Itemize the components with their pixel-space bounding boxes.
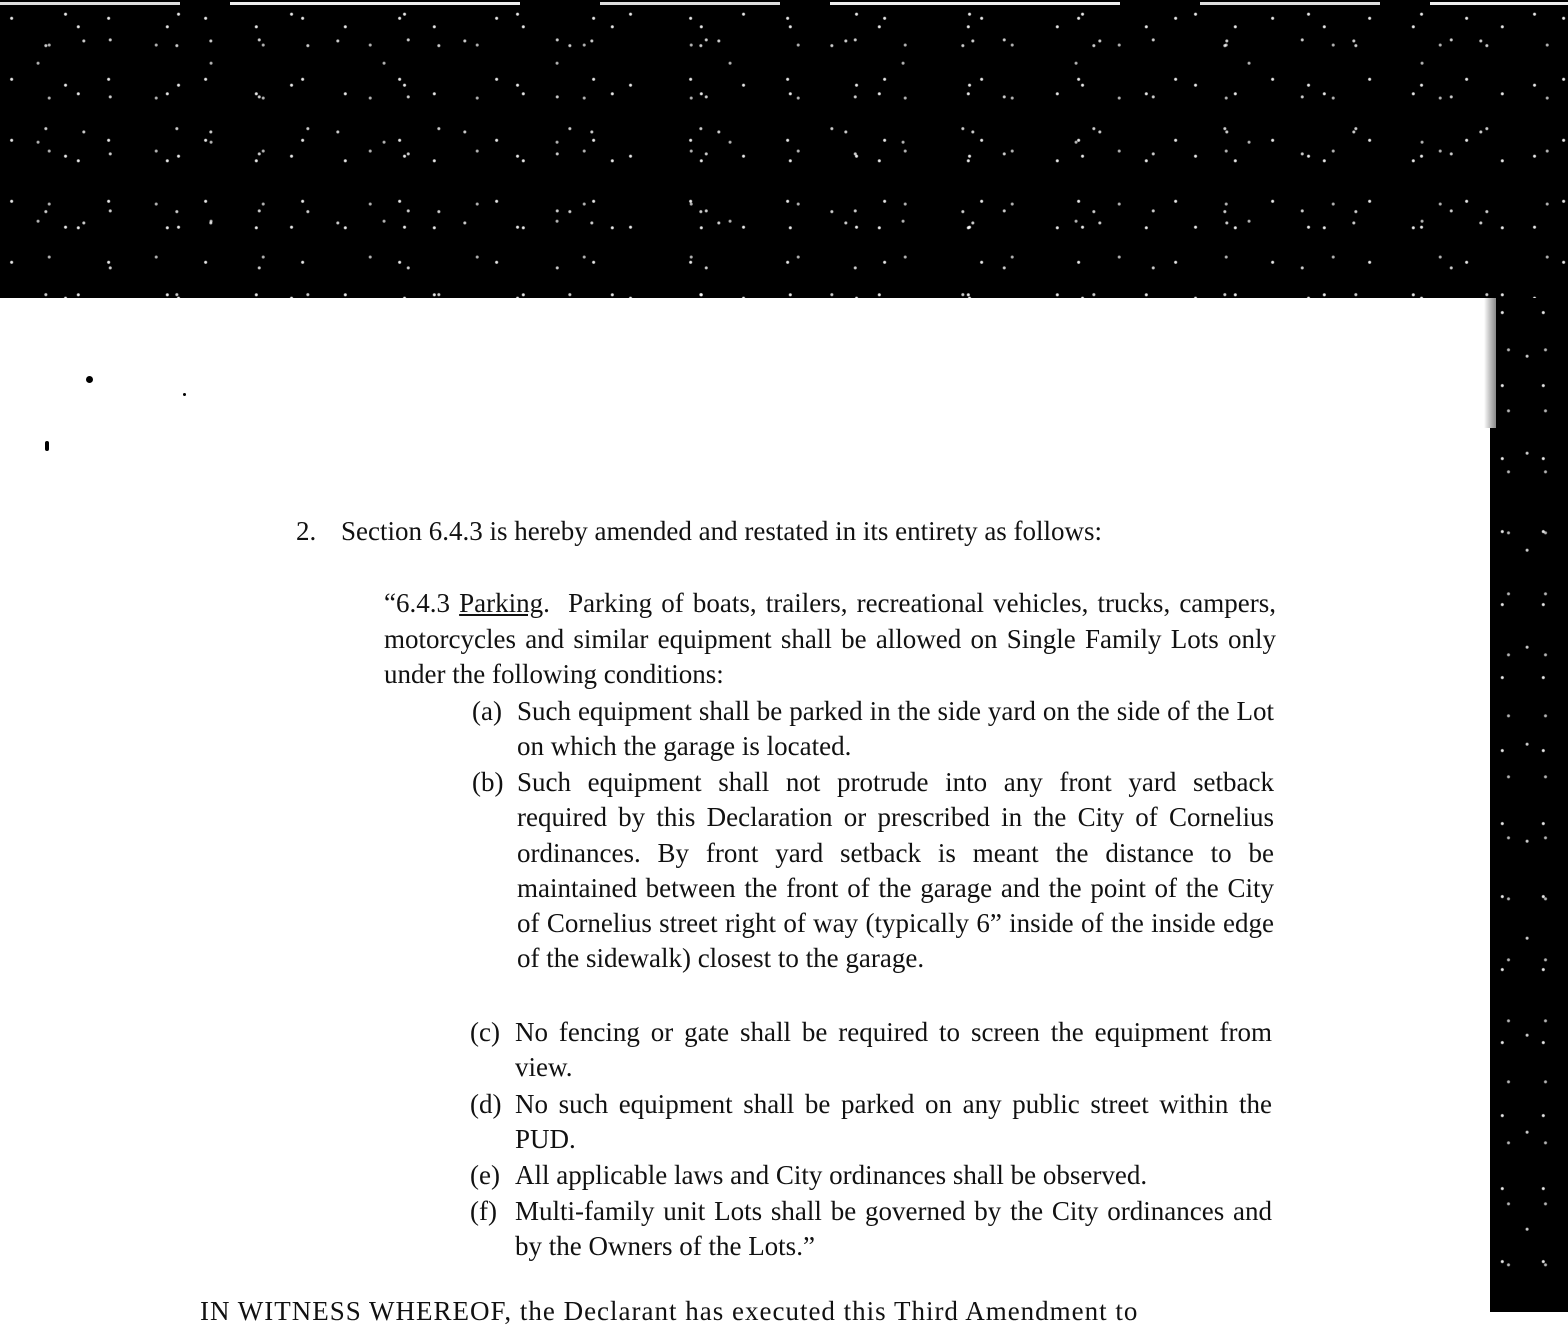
condition-label: (f) bbox=[470, 1196, 497, 1226]
condition-text: Multi-family unit Lots shall be governed by the City ordinances and by the Owners of the Lots.” bbox=[515, 1196, 1272, 1262]
parking-clause bbox=[384, 586, 1276, 693]
section-item bbox=[296, 514, 1102, 548]
condition-label: (a) bbox=[472, 696, 502, 726]
condition-text: No such equipment shall be parked on any public street within the PUD. bbox=[515, 1089, 1272, 1155]
clause-heading: Parking bbox=[459, 588, 544, 618]
condition-text: All applicable laws and City ordinances shall be observed. bbox=[515, 1160, 1148, 1190]
section-number: 2. bbox=[296, 516, 317, 546]
condition-label: (d) bbox=[470, 1089, 502, 1119]
cut-off-text-line: IN WITNESS WHEREOF, the Declarant has executed this Third Amendment to bbox=[200, 1296, 1139, 1326]
condition-label: (b) bbox=[472, 767, 504, 797]
section-text: Section 6.4.3 is hereby amended and restated in its entirety as follows: bbox=[341, 516, 1103, 546]
condition-text: Such equipment shall be parked in the side yard on the side of the Lot on which the garage is located. bbox=[517, 696, 1274, 762]
clause-body: Parking of boats, trailers, recreational vehicles, trucks, campers, motorcycles and similar equipment shall be allowed on Single Family Lots only under the following conditions: bbox=[384, 588, 1277, 690]
condition-label: (c) bbox=[470, 1017, 500, 1047]
condition-label: (e) bbox=[470, 1160, 500, 1190]
condition-text: No fencing or gate shall be required to screen the equipment from view. bbox=[515, 1017, 1272, 1083]
condition-text: Such equipment shall not protrude into any front yard setback required by this Declaration or prescribed in the City of Cornelius ordinances. By front yard setback is meant the distance to be maintained between the front of the garage and the point of the City of Cornelius street right of way (typically 6” inside of the inside edge of the sidewalk) closest to the garage. bbox=[517, 767, 1274, 974]
clause-heading-period: . bbox=[543, 588, 550, 618]
clause-number: “6.4.3 bbox=[384, 588, 450, 618]
